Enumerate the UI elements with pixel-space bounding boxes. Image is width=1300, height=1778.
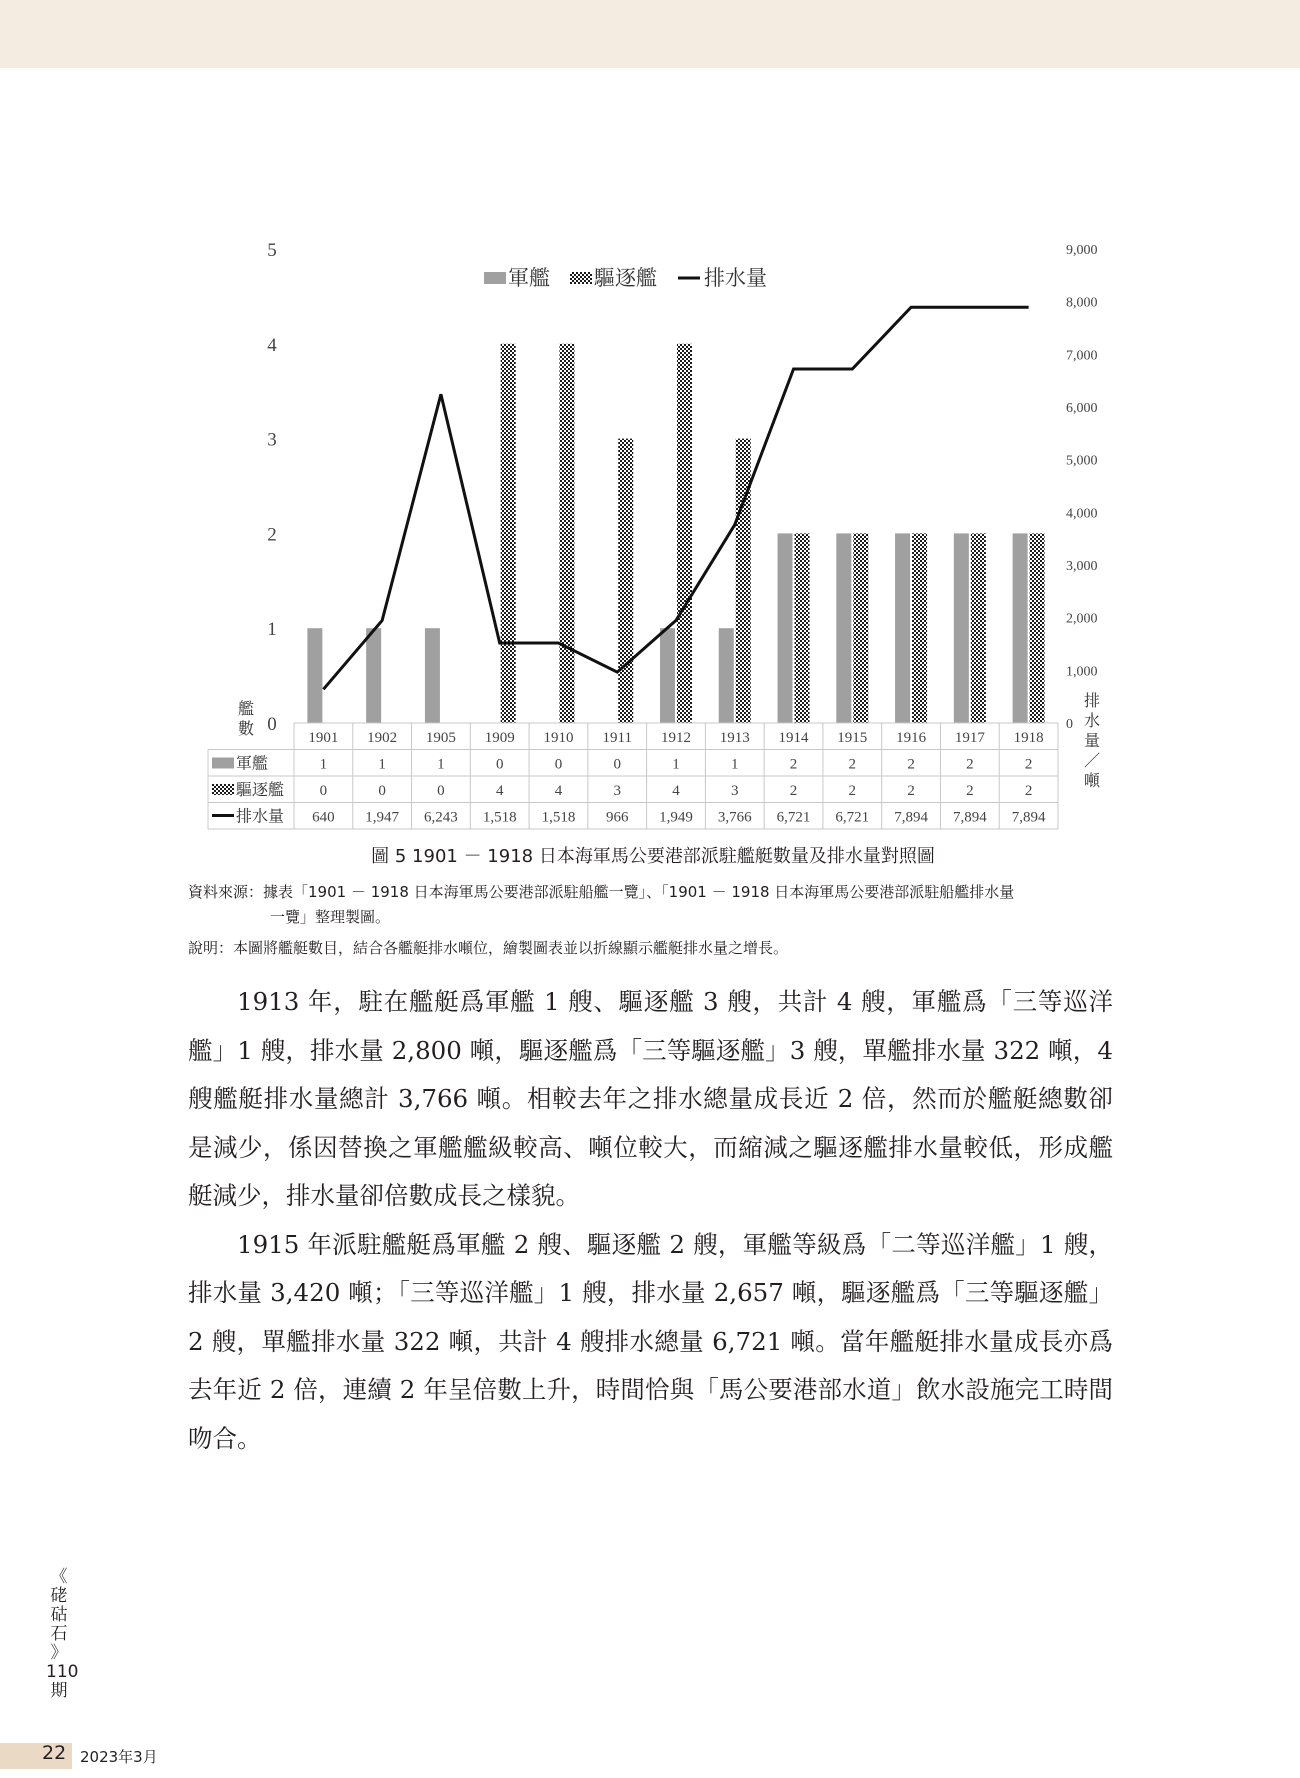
figure-caption: 圖 5 1901 － 1918 日本海軍馬公要港部派駐艦艇數量及排水量對照圖 xyxy=(371,846,935,867)
source-note-line2: 一覽」整理製圖。 xyxy=(270,908,391,926)
right-tick-label: 8,000 xyxy=(1066,295,1098,311)
table-cell: 3 xyxy=(613,783,621,799)
body-text xyxy=(188,978,1113,1463)
table-cell: 2 xyxy=(789,756,798,773)
bar-destroyer xyxy=(912,533,927,723)
table-cell: 4 xyxy=(554,783,563,799)
left-tick-label: 3 xyxy=(267,429,277,451)
table-cell: 1 xyxy=(437,756,445,773)
table-cell: 2 xyxy=(789,783,798,799)
table-cell: 4 xyxy=(495,783,504,799)
table-category-label: 1905 xyxy=(425,730,456,746)
table-row-label: 驅逐艦 xyxy=(236,780,285,799)
table-cell: 966 xyxy=(605,809,629,826)
table-cell: 6,721 xyxy=(776,809,811,826)
explanation-note: 說明：本圖將艦艇數目，結合各艦艇排水噸位，繪製圖表並以折線顯示艦艇排水量之增長。 xyxy=(188,939,789,957)
source-note-line1: 資料來源：據表「1901 － 1918 日本海軍馬公要港部派駐船艦一覽」、「1901 － 1918 日本海軍馬公要港部派駐船艦排水量 xyxy=(188,883,1015,901)
bar-warship xyxy=(719,628,734,723)
bar-destroyer xyxy=(618,439,633,723)
table-category-label: 1912 xyxy=(661,730,691,746)
left-tick-label: 1 xyxy=(267,619,277,641)
table-cell: 1 xyxy=(731,756,739,773)
table-cell: 1,947 xyxy=(365,809,400,826)
bar-destroyer xyxy=(1030,533,1045,723)
bar-warship xyxy=(660,628,675,723)
bar-destroyer xyxy=(736,439,751,723)
left-axis-label-text: 艦數 xyxy=(237,699,255,738)
table-cell: 1,949 xyxy=(659,809,693,826)
right-tick-label: 7,000 xyxy=(1066,348,1098,364)
table-category-label: 1918 xyxy=(1013,730,1044,746)
bar-warship xyxy=(425,628,440,723)
left-tick-label: 5 xyxy=(267,240,277,261)
left-tick-label: 4 xyxy=(267,334,277,356)
table-key-destroyer xyxy=(212,784,234,795)
table-category-label: 1916 xyxy=(896,730,927,746)
issue-date: 2023年3月 xyxy=(80,1748,158,1766)
bar-warship xyxy=(895,533,910,723)
bar-warship xyxy=(366,628,381,723)
bar-warship xyxy=(836,533,851,723)
table-cell: 0 xyxy=(495,756,504,773)
right-tick-label: 3,000 xyxy=(1066,559,1098,574)
table-category-label: 1917 xyxy=(954,730,985,746)
table-category-label: 1911 xyxy=(602,730,632,746)
data-table xyxy=(208,723,1058,829)
table-category-label: 1913 xyxy=(719,730,750,746)
right-tick-label: 6,000 xyxy=(1066,401,1098,416)
legend-label-warship: 軍艦 xyxy=(508,266,550,290)
page-number: 22 xyxy=(42,1742,67,1764)
bar-warship xyxy=(1013,533,1028,723)
right-tick-label: 4,000 xyxy=(1066,506,1098,522)
table-category-label: 1910 xyxy=(543,730,574,746)
table-row-label: 排水量 xyxy=(236,806,285,826)
table-cell: 2 xyxy=(848,756,857,773)
table-key-warship xyxy=(212,758,234,769)
source-note xyxy=(188,880,1118,930)
left-axis-ticks xyxy=(267,240,277,735)
right-tick-label: 1,000 xyxy=(1066,664,1098,680)
legend-label-destroyer: 驅逐艦 xyxy=(594,266,657,290)
table-cell: 7,894 xyxy=(1011,809,1046,826)
publication-title-char: 》 xyxy=(50,1643,68,1663)
bar-destroyer xyxy=(677,344,692,723)
table-cell: 0 xyxy=(554,756,563,773)
bar-warship xyxy=(954,533,969,723)
bar-destroyer xyxy=(559,344,574,723)
right-axis-label-text: 排水量／噸 xyxy=(1083,691,1101,790)
legend-swatch-warship xyxy=(484,272,506,284)
table-row-label: 軍艦 xyxy=(236,753,269,773)
table-cell: 2 xyxy=(907,783,915,799)
table-cell: 2 xyxy=(1024,756,1033,773)
legend-swatch-destroyer xyxy=(570,272,592,284)
bar-destroyer xyxy=(795,533,810,723)
table-cell: 2 xyxy=(1024,783,1033,799)
table-category-label: 1909 xyxy=(484,730,515,746)
bar-warship xyxy=(778,533,793,723)
publication-title-char: 硓 xyxy=(50,1586,68,1606)
table-cell: 7,894 xyxy=(952,809,987,826)
table-category-label: 1902 xyxy=(367,730,398,746)
legend-label-displacement: 排水量 xyxy=(704,266,767,290)
publication-title-char: 《 xyxy=(50,1567,68,1587)
publication-title-vertical xyxy=(46,1567,79,1701)
table-cell: 0 xyxy=(319,783,328,799)
table-category-label: 1915 xyxy=(837,730,868,746)
left-axis-label xyxy=(238,699,254,738)
chart-legend xyxy=(484,266,767,290)
bar-warship xyxy=(307,628,322,723)
table-cell: 1,518 xyxy=(482,809,517,826)
table-cell: 3 xyxy=(731,783,739,799)
table-cell: 0 xyxy=(437,783,445,799)
table-cell: 1,518 xyxy=(541,809,576,826)
table-cell: 0 xyxy=(378,783,386,799)
publication-title-char: 石 xyxy=(50,1624,68,1644)
table-cell: 640 xyxy=(312,809,335,826)
bar-destroyer xyxy=(501,344,516,723)
issue-number: 110 xyxy=(46,1662,79,1682)
right-tick-label: 2,000 xyxy=(1066,611,1098,627)
bar-destroyer xyxy=(971,533,986,723)
left-tick-label: 0 xyxy=(267,714,277,735)
bar-series xyxy=(307,344,1044,723)
table-category-label: 1901 xyxy=(308,730,339,746)
table-cell: 0 xyxy=(613,756,621,773)
table-cell: 1 xyxy=(672,756,680,773)
right-axis-ticks xyxy=(1066,243,1098,732)
table-cell: 6,721 xyxy=(835,809,870,826)
table-category-label: 1914 xyxy=(778,730,809,746)
figure-caption-block xyxy=(188,842,1118,961)
table-cell: 2 xyxy=(966,783,974,799)
issue-suffix: 期 xyxy=(50,1681,68,1701)
table-cell: 2 xyxy=(848,783,857,799)
table-cell: 2 xyxy=(966,756,974,773)
table-cell: 2 xyxy=(907,756,915,773)
right-axis-label xyxy=(1084,691,1101,790)
body-paragraph-1: 1913 年，駐在艦艇爲軍艦 1 艘、驅逐艦 3 艘，共計 4 艘，軍艦爲「三等巡洋艦」1 艘，排水量 2,800 噸，驅逐艦爲「三等驅逐艦」3 艘，單艦排水量 322 噸，4 艘艦艇排水量總計 3,766 噸。相較去年之排水總量成長近 2 倍，然而於艦艇總數卻是減少，係因替換之軍艦艦級較高、噸位較大，而縮減之驅逐艦排水量較低，形成艦艇減少，排水量卻倍數成長之樣貌。 xyxy=(188,987,1113,1210)
table-cell: 4 xyxy=(672,783,680,799)
publication-title-char: 𥑮 xyxy=(50,1605,68,1625)
left-tick-label: 2 xyxy=(267,524,277,546)
body-paragraph-2: 1915 年派駐艦艇爲軍艦 2 艘、驅逐艦 2 艘，軍艦等級爲「二等巡洋艦」1 艘，排水量 3,420 噸；「三等巡洋艦」1 艘，排水量 2,657 噸，驅逐艦爲「三等驅逐艦」2 艘，單艦排水量 322 噸，共計 4 艘排水總量 6,721 噸。當年艦艇排水量成長亦爲去年近 2 倍，連續 2 年呈倍數上升，時間恰與「馬公要港部水道」飲水設施完工時間吻合。 xyxy=(188,1229,1113,1453)
table-cell: 1 xyxy=(319,756,328,773)
combo-chart xyxy=(0,0,1300,840)
right-tick-label: 5,000 xyxy=(1066,453,1098,469)
table-cell: 3,766 xyxy=(717,809,752,826)
table-cell: 7,894 xyxy=(894,809,928,826)
table-cell: 6,243 xyxy=(424,809,458,826)
table-cell: 1 xyxy=(378,756,386,773)
bar-destroyer xyxy=(853,533,868,723)
right-tick-label: 0 xyxy=(1066,717,1073,732)
right-tick-label: 9,000 xyxy=(1066,243,1098,258)
